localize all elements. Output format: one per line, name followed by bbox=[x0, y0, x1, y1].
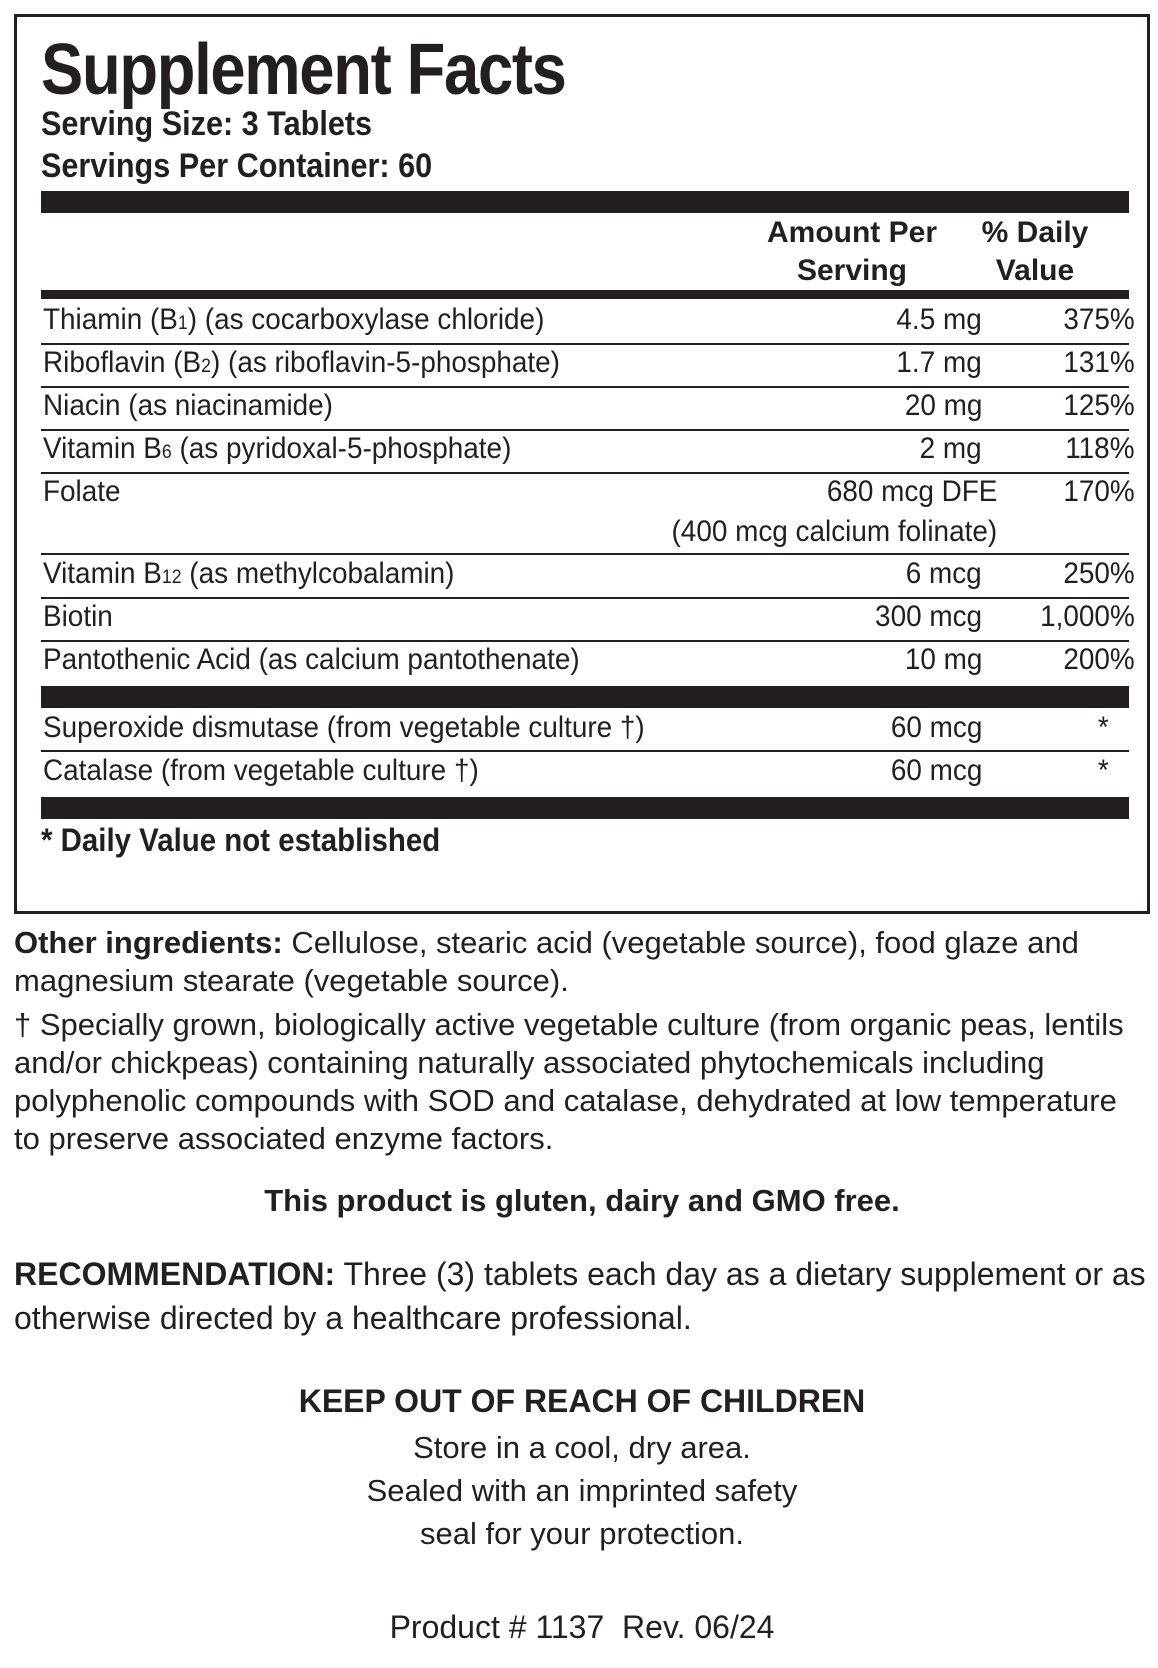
servings-per-container: Servings Per Container: 60 bbox=[41, 147, 433, 185]
row-divider bbox=[41, 553, 1129, 555]
other-ingredients-text: Cellulose, stearic acid (vegetable source), food glaze and magnesium stearate (vegetable source). bbox=[14, 925, 1079, 998]
header-dv-line2: Value bbox=[995, 254, 1075, 287]
nutrient-amount: 6 mcg bbox=[906, 557, 982, 590]
nutrient-name: Riboflavin (B2) (as riboflavin-5-phosphate) bbox=[43, 346, 560, 379]
row-divider bbox=[41, 343, 1129, 345]
other-ingredients-label: Other ingredients: bbox=[14, 925, 283, 960]
nutrient-amount: 10 mg bbox=[904, 643, 982, 676]
medium-divider bbox=[41, 290, 1129, 299]
warning-title: KEEP OUT OF REACH OF CHILDREN bbox=[298, 1383, 866, 1419]
header-daily-value bbox=[960, 214, 1110, 290]
nutrient-amount: 300 mcg bbox=[874, 600, 982, 633]
facts-title: Supplement Facts bbox=[41, 30, 566, 110]
recommendation bbox=[14, 1252, 1150, 1340]
storage-line: Sealed with an imprinted safety bbox=[366, 1473, 798, 1508]
thick-divider-bottom bbox=[41, 797, 1129, 819]
nutrient-daily-value: 200% bbox=[1063, 643, 1135, 676]
row-divider bbox=[41, 429, 1129, 431]
nutrient-daily-value: 375% bbox=[1063, 303, 1135, 336]
storage-line: Store in a cool, dry area. bbox=[413, 1430, 751, 1465]
thick-divider-mid bbox=[41, 686, 1129, 708]
nutrient-amount: 680 mcg DFE bbox=[826, 475, 997, 508]
nutrient-name: Vitamin B6 (as pyridoxal-5-phosphate) bbox=[43, 432, 512, 465]
nutrient-daily-value: 118% bbox=[1065, 432, 1135, 465]
row-divider bbox=[41, 640, 1129, 642]
nutrient-name: Vitamin B12 (as methylcobalamin) bbox=[43, 557, 455, 590]
nutrient-name: Niacin (as niacinamide) bbox=[43, 389, 333, 422]
nutrient-daily-value: 131% bbox=[1063, 346, 1135, 379]
row-divider bbox=[41, 597, 1129, 599]
enzyme-amount: 60 mcg bbox=[890, 711, 982, 744]
storage-instructions bbox=[14, 1426, 1150, 1555]
supplement-facts-panel bbox=[14, 14, 1150, 914]
nutrient-name: Pantothenic Acid (as calcium pantothenate) bbox=[43, 643, 580, 676]
row-divider bbox=[41, 386, 1129, 388]
allergen-free-statement: This product is gluten, dairy and GMO free. bbox=[264, 1183, 900, 1218]
nutrient-name: Biotin bbox=[43, 600, 113, 633]
nutrient-name: Thiamin (B1) (as cocarboxylase chloride) bbox=[43, 303, 545, 336]
nutrient-daily-value: 250% bbox=[1063, 557, 1135, 590]
enzyme-daily-value: * bbox=[1098, 754, 1109, 787]
nutrient-amount: 2 mg bbox=[919, 432, 982, 465]
recommendation-label: RECOMMENDATION: bbox=[14, 1256, 336, 1292]
nutrient-name: Folate bbox=[43, 475, 121, 508]
dagger-note: † Specially grown, biologically active vegetable culture (from organic peas, lentils and/or chickpeas) containing naturally associated phytochemicals including polyphenolic compounds with SOD and catalase, dehydrated at low temperature to preserve associated enzyme factors. bbox=[14, 1007, 1124, 1156]
header-dv-line1: % Daily bbox=[981, 216, 1089, 249]
row-divider bbox=[41, 750, 1129, 752]
nutrient-daily-value: 125% bbox=[1063, 389, 1135, 422]
header-amount-per-serving bbox=[752, 214, 952, 290]
nutrient-amount: 20 mg bbox=[904, 389, 982, 422]
row-divider bbox=[41, 472, 1129, 474]
serving-size: Serving Size: 3 Tablets bbox=[41, 105, 373, 143]
daily-value-footnote: * Daily Value not established bbox=[41, 822, 441, 858]
product-code: Product # 1137 Rev. 06/24 bbox=[389, 1609, 775, 1645]
enzyme-name: Superoxide dismutase (from vegetable culture †) bbox=[43, 711, 645, 744]
nutrient-amount: 1.7 mg bbox=[896, 346, 982, 379]
nutrient-daily-value: 170% bbox=[1063, 475, 1135, 508]
header-amount-line1: Amount Per bbox=[766, 216, 937, 249]
thick-divider-top bbox=[41, 191, 1129, 213]
other-ingredients bbox=[14, 924, 1150, 1000]
nutrient-amount-detail: (400 mcg calcium folinate) bbox=[671, 515, 997, 548]
enzyme-daily-value: * bbox=[1098, 711, 1109, 744]
storage-line: seal for your protection. bbox=[420, 1516, 744, 1551]
nutrient-amount: 4.5 mg bbox=[896, 303, 982, 336]
enzyme-name: Catalase (from vegetable culture †) bbox=[43, 754, 479, 787]
recommendation-text: Three (3) tablets each day as a dietary supplement or as otherwise directed by a healthcare professional. bbox=[14, 1256, 1146, 1336]
enzyme-amount: 60 mcg bbox=[890, 754, 982, 787]
nutrient-daily-value: 1,000% bbox=[1040, 600, 1135, 633]
header-amount-line2: Serving bbox=[796, 254, 908, 287]
